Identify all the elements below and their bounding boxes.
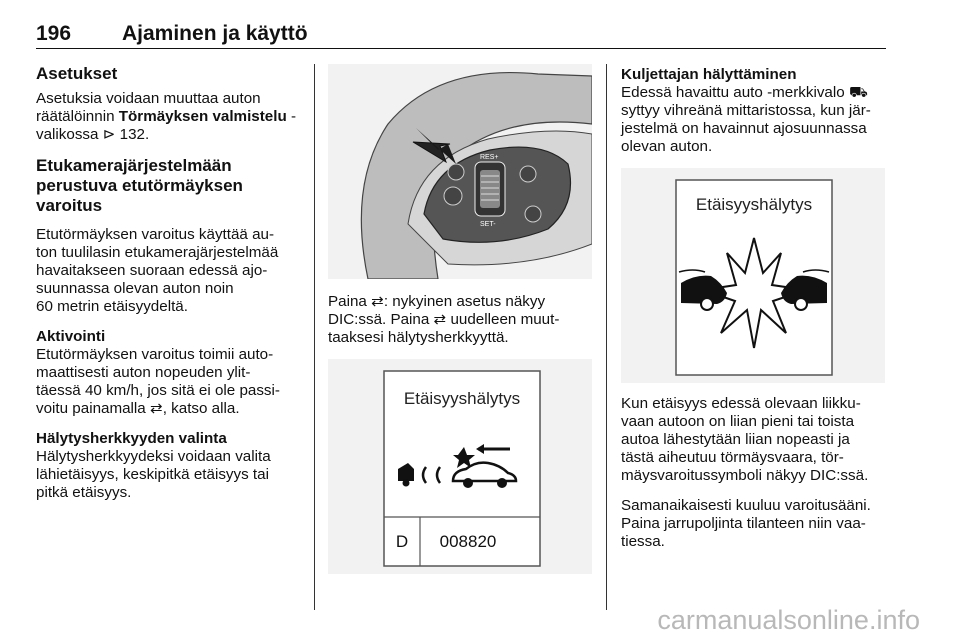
vehicle-ahead-indicator-icon: ⛟ — [848, 84, 869, 101]
text-line: Kun etäisyys edessä olevaan liikku- — [621, 395, 861, 412]
text-line: Etutörmäyksen varoitus toimii auto- — [36, 346, 274, 363]
activation-paragraph — [36, 346, 304, 418]
settings-line-3: valikossa ⊳ 132. — [36, 126, 150, 143]
settings-line-1: Asetuksia voidaan muuttaa auton — [36, 90, 261, 107]
alert-paragraph — [621, 84, 891, 156]
heading-settings: Asetukset — [36, 64, 118, 83]
text-line: Hälytysherkkyydeksi voidaan valita — [36, 448, 271, 465]
wheel-caption — [328, 293, 592, 347]
text-line: ton tuulilasin etukamerajärjestelmää — [36, 244, 279, 261]
dic-gear: D — [395, 532, 409, 551]
text-line: DIC:ssä. Paina ⇄ uudelleen muut- — [328, 311, 560, 328]
gap-button-icon: ⇄ — [433, 311, 447, 328]
text-line: pitkä etäisyys. — [36, 484, 132, 501]
heading-sensitivity: Hälytysherkkyyden valinta — [36, 430, 227, 447]
text-line: Etutörmäyksen varoitus käyttää au- — [36, 226, 275, 243]
text-line: maattisesti auton nopeuden ylit- — [36, 364, 251, 381]
text-line: Paina jarrupoljinta tilanteen niin vaa- — [621, 515, 866, 532]
text-line: mäysvaroitussymboli näkyy DIC:ssä. — [621, 467, 869, 484]
menu-link-crash-prep[interactable]: Törmäyksen valmistelu — [118, 108, 287, 125]
text-line: autoa lähestytään liian nopeasti ja — [621, 431, 850, 448]
sound-paragraph — [621, 497, 891, 551]
collision-alert-illustration — [621, 168, 885, 383]
text-line: taaksesi hälytysherkkyyttä. — [328, 329, 509, 346]
text-line: suunnassa olevan auton noin — [36, 280, 234, 297]
res-plus-label: RES+ — [480, 154, 499, 161]
set-minus-label: SET- — [480, 221, 496, 228]
text-line: 60 metrin etäisyydeltä. — [36, 298, 188, 315]
text-line: täessä 40 km/h, jos sitä ei ole passi- — [36, 382, 280, 399]
page-number: 196 — [36, 22, 72, 45]
text-line: jestelmä on havainnut ajosuunnassa — [621, 120, 867, 137]
text-line: syttyy vihreänä mittaristossa, kun jär- — [621, 102, 871, 119]
text-line: tästä aiheutuu törmäysvaara, tör- — [621, 449, 844, 466]
column-divider-1 — [314, 64, 315, 610]
page-header — [36, 22, 886, 49]
text-line: havaitakseen suoraan edessä ajo- — [36, 262, 268, 279]
settings-line-2: räätälöinnin Törmäyksen valmistelu - — [36, 108, 297, 125]
text-line: vaan autoon on liian pieni tai toista — [621, 413, 855, 430]
text-line: olevan auton. — [621, 138, 713, 155]
text-line: Edessä havaittu auto -merkkivalo ⛟ — [621, 84, 869, 101]
text-line: tiessa. — [621, 533, 665, 550]
dic-title: Etäisyyshälytys — [403, 389, 521, 408]
watermark: carmanualsonline.info — [657, 605, 920, 635]
steering-wheel-illustration — [328, 64, 592, 279]
chapter-title: Ajaminen ja käyttö — [122, 22, 308, 45]
dic-gap-display-illustration — [328, 359, 592, 574]
text-line: voitu painamalla ⇄, katso alla. — [36, 400, 240, 417]
camera-paragraph — [36, 226, 304, 316]
gap-button-icon: ⇄ — [371, 293, 384, 310]
alert-title: Etäisyyshälytys — [695, 195, 813, 214]
heading-camera-1: Etukamerajärjestelmään — [36, 156, 232, 175]
gap-button-icon: ⇄ — [149, 400, 163, 417]
sensitivity-paragraph — [36, 448, 304, 502]
dic-odometer: 008820 — [439, 532, 497, 551]
column-middle — [328, 64, 592, 574]
heading-camera-2: perustuva etutörmäyksen — [36, 176, 243, 195]
column-left — [36, 64, 304, 502]
heading-driver-alert: Kuljettajan hälyttäminen — [621, 66, 797, 83]
column-divider-2 — [606, 64, 607, 610]
distance-paragraph — [621, 395, 891, 485]
page-ref-icon: ⊳ — [102, 126, 116, 143]
column-right — [621, 64, 891, 551]
text-line: Samanaikaisesti kuuluu varoitusääni. — [621, 497, 871, 514]
text-line: lähietäisyys, keskipitkä etäisyys tai — [36, 466, 269, 483]
text-line: Paina ⇄: nykyinen asetus näkyy — [328, 293, 546, 310]
heading-camera-3: varoitus — [36, 196, 103, 215]
heading-activation: Aktivointi — [36, 328, 106, 345]
